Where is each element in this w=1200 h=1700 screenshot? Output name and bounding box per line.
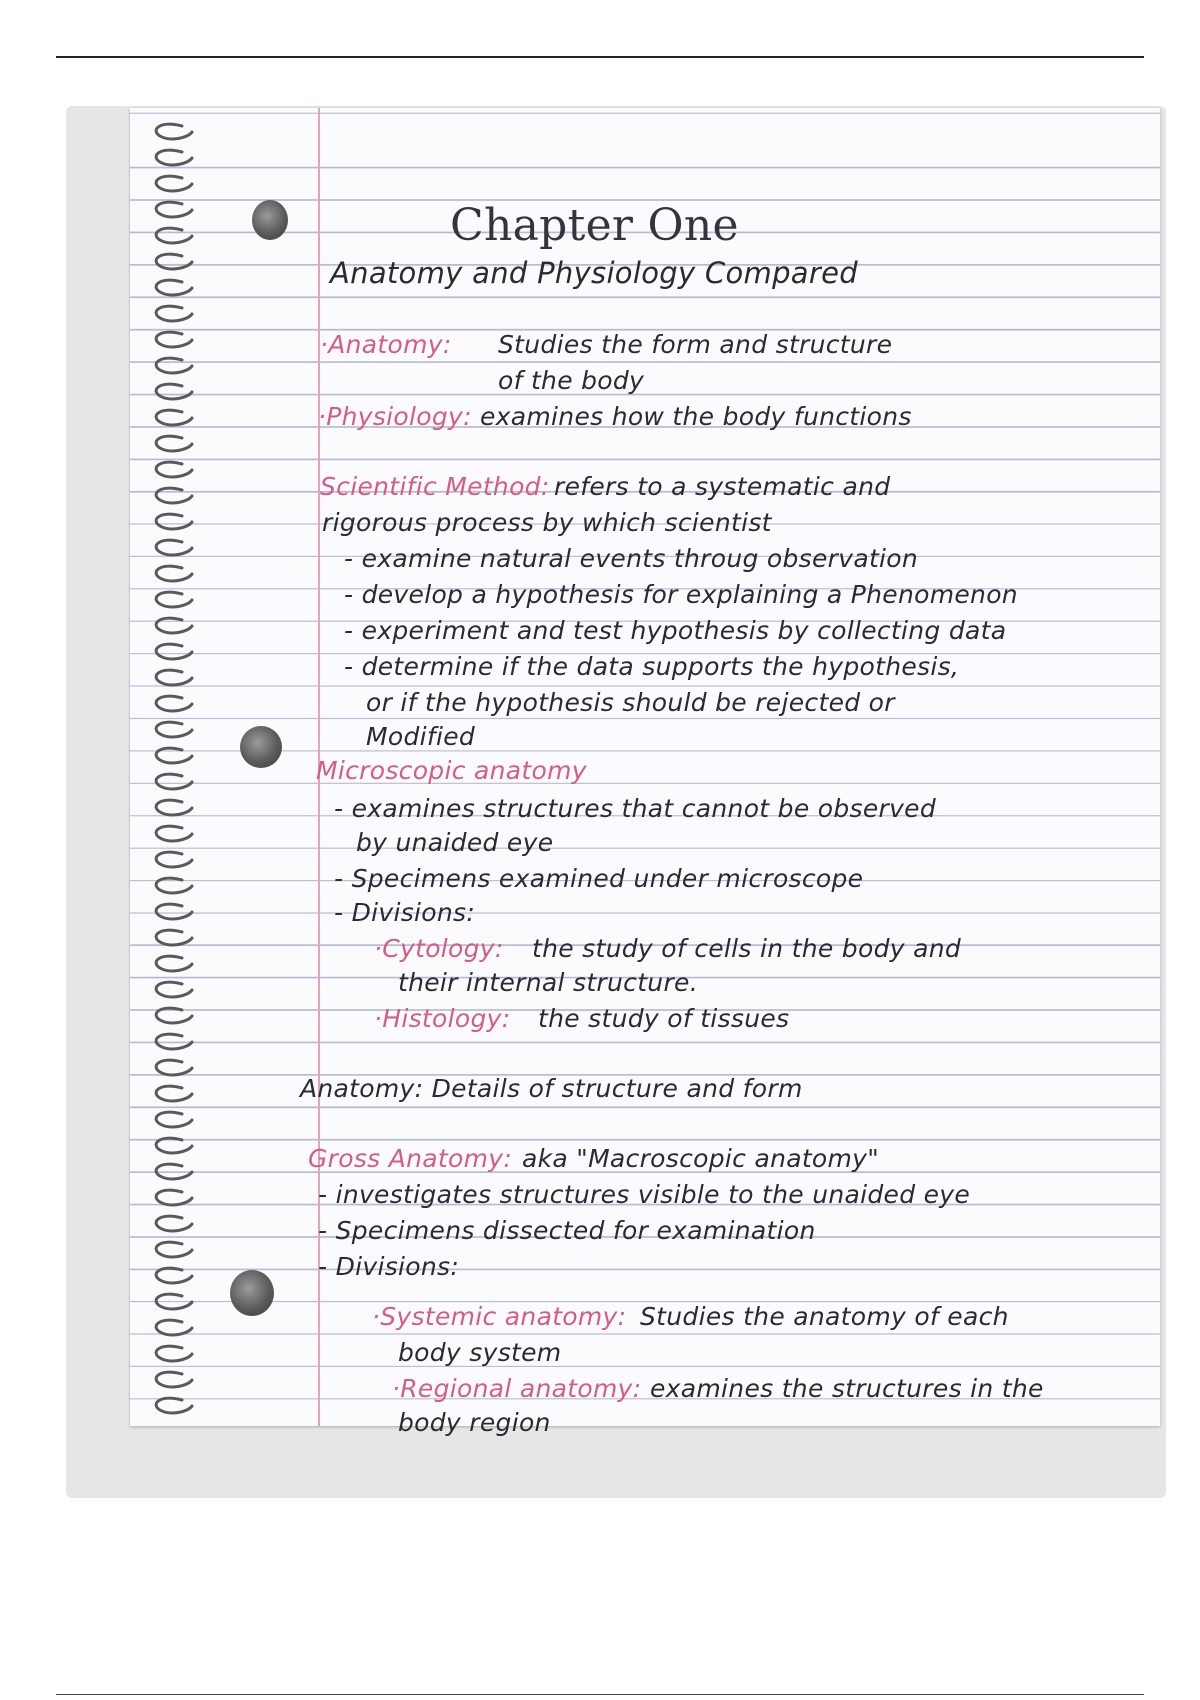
definition-line: their internal structure. [398,968,698,997]
definition-line: body system [398,1338,562,1367]
list-item: - Divisions: [318,1252,460,1281]
list-item: - experiment and test hypothesis by collecting data [344,616,1007,645]
term-physiology: ·Physiology: [318,402,472,431]
list-item: or if the hypothesis should be rejected or [366,688,895,717]
list-item: - determine if the data supports the hypothesis, [344,652,960,681]
term-gross-anatomy: Gross Anatomy: [308,1144,513,1173]
definition-line: refers to a systematic and [554,472,891,501]
definition-line: rigorous process by which scientist [322,508,772,537]
definition-line: Studies the form and structure [498,330,893,359]
definition-line: examines how the body functions [480,402,912,431]
list-item: - Divisions: [334,898,476,927]
term-histology: ·Histology: [374,1004,511,1033]
term-regional-anatomy: ·Regional anatomy: [392,1374,642,1403]
list-item: - examine natural events throug observation [344,544,919,573]
definition-line: examines the structures in the [650,1374,1044,1403]
term-systemic-anatomy: ·Systemic anatomy: [372,1302,627,1331]
list-item: - Specimens dissected for examination [318,1216,816,1245]
list-item: by unaided eye [356,828,554,857]
term-microscopic-anatomy: Microscopic anatomy [316,756,587,785]
page-title: Chapter One [450,200,739,251]
term-anatomy: ·Anatomy: [320,330,452,359]
list-item: - examines structures that cannot be observed [334,794,937,823]
definition-line: aka "Macroscopic anatomy" [522,1144,880,1173]
anatomy-details-heading: Anatomy: Details of structure and form [300,1074,803,1103]
definition-line: the study of tissues [538,1004,790,1033]
list-item: - develop a hypothesis for explaining a Phenomenon [344,580,1018,609]
list-item: - Specimens examined under microscope [334,864,864,893]
section-subtitle: Anatomy and Physiology Compared [330,256,858,290]
term-cytology: ·Cytology: [374,934,504,963]
definition-line: Studies the anatomy of each [640,1302,1009,1331]
definition-line: body region [398,1408,551,1437]
definition-line: the study of cells in the body and [532,934,962,963]
definition-line: of the body [498,366,645,395]
term-scientific-method: Scientific Method: [320,472,550,501]
list-item: Modified [366,722,476,751]
page-bottom-rule [56,1694,1144,1695]
list-item: - investigates structures visible to the unaided eye [318,1180,971,1209]
